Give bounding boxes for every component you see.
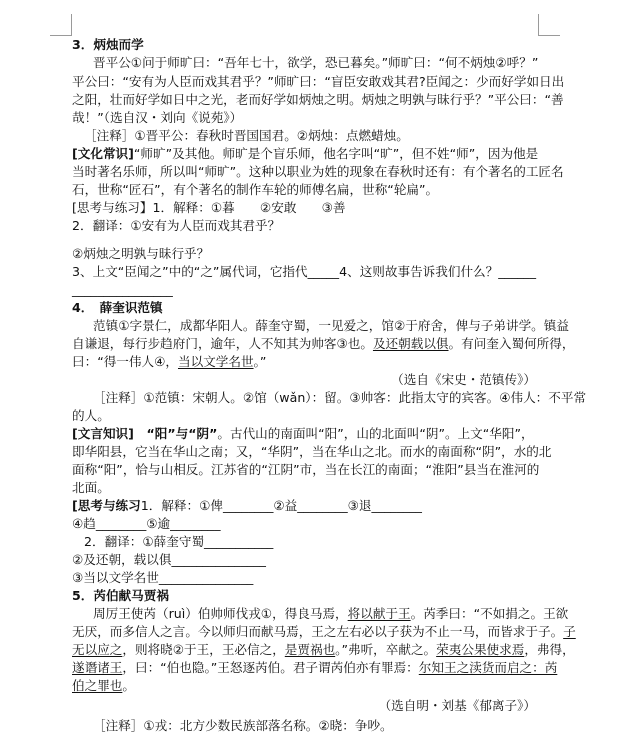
text-line: [72, 624, 576, 640]
text-line: [72, 516, 221, 532]
text-line: [72, 642, 575, 658]
text-line: [84, 534, 273, 550]
text-line: [72, 264, 536, 280]
source-citation: [391, 372, 536, 388]
text-line: [72, 498, 422, 514]
text-line: [72, 678, 135, 694]
text-segment: 自谦退，每行步趋府门，逾年，人不知其为帅客③也。: [72, 336, 373, 351]
underlined-phrase: 将以献于王: [347, 606, 411, 621]
text-segment: 曰：“得一伟人④，: [72, 354, 178, 369]
text-line: [72, 110, 242, 126]
text-segment: 2．翻译：①薛奎守蜀___________: [84, 534, 274, 549]
underlined-phrase: 子: [563, 624, 576, 639]
text-line: [84, 128, 409, 144]
underlined-phrase: 尔知王之渎货而启之：芮: [418, 660, 558, 675]
text-segment: 的人。: [72, 408, 110, 423]
text-segment: 即华阳县，它当在华山之南；又，“华阴”，当在华山之北。而水的南面称“阴”，水的北: [72, 444, 552, 459]
text-segment: 北面。: [72, 480, 110, 495]
bold-label: [文化常识]: [72, 146, 134, 161]
text-segment: 之阳，壮而好学如日中之光，老而好学如炳烛之明。炳烛之明孰与昧行乎？”平公曰：“善: [72, 92, 564, 107]
section-heading: [72, 300, 163, 316]
text-line: [72, 336, 574, 352]
text-segment: ④趋________⑤逾________: [72, 516, 221, 531]
page-corner-mark-left-h: [50, 35, 72, 36]
text-line: [93, 718, 393, 734]
text-segment: ②及还朝，载以俱_______________: [72, 552, 266, 567]
text-segment: ［注释］①晋平公：春秋时晋国国君。②炳烛：点燃蜡烛。: [84, 128, 409, 143]
text-segment: 3．炳烛而学: [72, 37, 144, 52]
text-line: [72, 218, 280, 234]
bold-label: [思考与练习: [72, 498, 141, 513]
underlined-phrase: 荣夷公果使求焉: [436, 642, 525, 657]
text-segment: 范镇①字景仁，成都华阳人。薛奎守蜀，一见爱之，馆②于府舍，俾与子弟讲学。镇益: [93, 318, 569, 333]
text-line: [72, 552, 266, 568]
text-segment: 。古代山的南面叫“阳”，山的北面叫“阴”。上文“华阳”，: [217, 426, 534, 441]
text-line: [93, 390, 586, 406]
text-segment: 2．翻译：①安有为人臣而戏其君乎？: [72, 218, 281, 233]
text-line: [72, 462, 539, 478]
text-segment: ②炳烛之明孰与昧行乎？: [72, 246, 210, 261]
text-line: [72, 246, 209, 262]
text-segment: ________________: [72, 282, 173, 297]
text-segment: 。: [122, 678, 135, 693]
underlined-phrase: 无以应之: [72, 642, 123, 657]
section-heading: [72, 588, 169, 604]
underlined-phrase: 伯之罪也: [72, 678, 123, 693]
text-line: [72, 444, 551, 460]
text-segment: 当时著名乐师，所以叫“师旷”。这种以职业为姓的现象在春秋时还有：有个著名的工匠名: [72, 164, 564, 179]
page-corner-mark-right-h: [538, 35, 560, 36]
text-line: [72, 408, 110, 424]
text-line: [72, 354, 266, 370]
text-segment: （选自明・刘基《郁离子》）: [378, 698, 536, 713]
text-line: [72, 200, 345, 216]
text-segment: 哉！”（选自汉・刘向《说苑》）: [72, 110, 243, 125]
text-segment: [思考与练习】1．解释：①暮 ②安敢 ③善: [72, 200, 346, 215]
text-segment: 面称“阳”，恰与山相反。江苏省的“江阴”市，当在长江的南面；“淮阳”县当在淮河的: [72, 462, 540, 477]
text-line: [72, 146, 538, 162]
text-segment: 无厌，而多信人之言。今以师归而献马焉，王之左右必以子获为不止一马，而皆求于子。: [72, 624, 564, 639]
text-line: [93, 606, 568, 622]
text-segment: 晋平公①问于师旷曰：“吾年七十，欲学，恐已暮矣。”师旷曰：“何不炳烛②呼？”: [93, 55, 539, 70]
text-segment: 3、上文“臣闻之”中的“之”属代词，它指代_____4、这则故事告诉我们什么？______: [72, 264, 537, 279]
text-segment: 。有问奎入蜀何所得，: [448, 336, 575, 351]
text-segment: ，弗得，: [524, 642, 575, 657]
text-segment: ，则将晓②于王，王必信之，: [122, 642, 285, 657]
page-corner-mark-left-v: [71, 14, 72, 36]
source-citation: [379, 698, 536, 714]
text-segment: ［注释］①戎：北方少数民族部落名称。②晓：争吵。: [93, 718, 393, 733]
text-segment: “师旷”及其他。师旷是个盲乐师，他名字叫“旷”，但不姓“师”，因为他是: [133, 146, 539, 161]
text-segment: 。芮季曰：“不如捐之。王欲: [410, 606, 569, 621]
text-line: [72, 660, 557, 676]
text-segment: 4． 薛奎识范镇: [72, 300, 163, 315]
text-segment: ［注释］①范镇：宋朝人。②馆（wǎn）：留。③帅客：此指太守的宾客。④伟人：不平常: [93, 390, 587, 405]
text-line: [72, 570, 253, 586]
bold-label: [文言知识] “阳”与“阴”: [72, 426, 218, 441]
text-segment: 5．芮伯献马贾祸: [72, 588, 169, 603]
text-segment: 。”: [253, 354, 267, 369]
text-segment: ，曰：“伯也隐。”王怒逐芮伯。君子谓芮伯亦有罪焉：: [122, 660, 419, 675]
text-segment: 石，世称“匠石”，有个著名的制作车轮的师傅名扁，世称“轮扁”。: [72, 182, 439, 197]
text-line: [72, 164, 564, 180]
section-heading: [72, 37, 144, 53]
text-line: [72, 92, 564, 108]
text-line: [93, 318, 569, 334]
text-segment: 。”弗听，卒献之。: [335, 642, 437, 657]
text-segment: ③当以文学名世_______________: [72, 570, 254, 585]
text-segment: 周厉王使芮（ruì）伯帅师伐戎①，得良马焉，: [93, 606, 348, 621]
text-line: [72, 426, 534, 442]
underlined-phrase: 遂谮诸王: [72, 660, 123, 675]
text-segment: 1．解释：①俾________②益________③退________: [140, 498, 422, 513]
text-line: [72, 182, 438, 198]
underlined-phrase: 当以文学名世: [177, 354, 254, 369]
text-line: [93, 55, 538, 71]
text-line: [72, 282, 173, 298]
underlined-phrase: 及还朝载以俱: [372, 336, 449, 351]
text-line: [72, 74, 564, 90]
text-segment: 平公曰：“安有为人臣而戏其君乎？”师旷曰：“盲臣安敢戏其君?臣闻之：少而好学如日出: [72, 74, 565, 89]
page-corner-mark-right-v: [538, 14, 539, 36]
text-line: [72, 480, 110, 496]
underlined-phrase: 是贾祸也: [284, 642, 336, 657]
text-segment: （选自《宋史・范镇传》）: [391, 372, 536, 387]
